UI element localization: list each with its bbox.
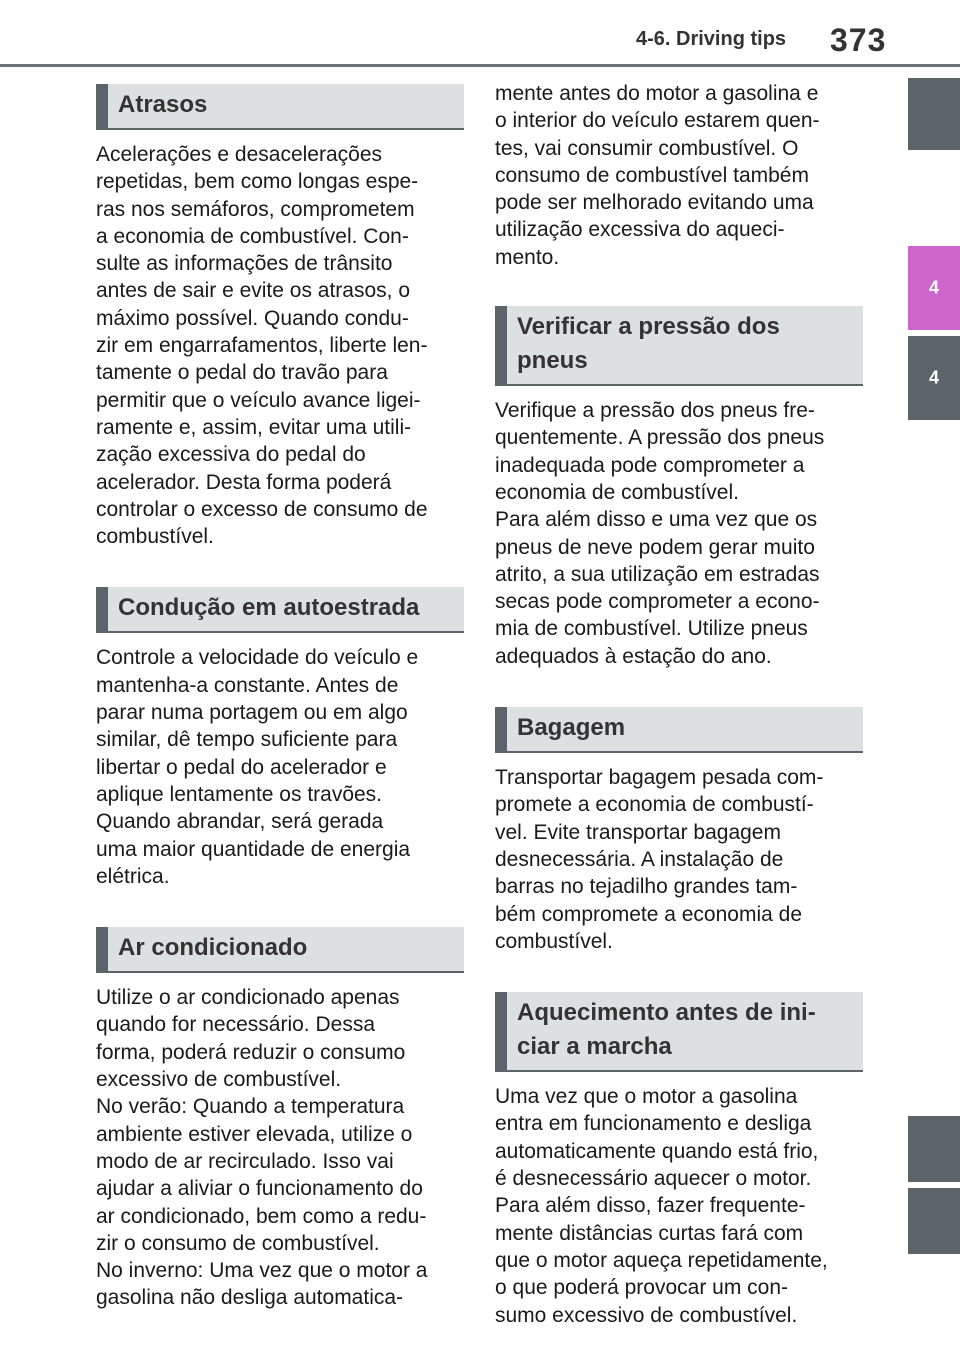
text-line: elétrica. bbox=[96, 864, 170, 888]
text-line: tes, vai consumir combustível. O bbox=[495, 136, 799, 160]
right-column bbox=[495, 80, 863, 1329]
text-line: Utilize o ar condicionado apenas bbox=[96, 986, 400, 1010]
section-paragraph bbox=[495, 1083, 863, 1329]
header-section-title: 4-6. Driving tips bbox=[636, 28, 787, 50]
text-line: parar numa portagem ou em algo bbox=[96, 701, 408, 725]
text-line: consumo de combustível também bbox=[495, 163, 809, 187]
page-number: 373 bbox=[830, 22, 887, 58]
text-line: utilização excessiva do aqueci- bbox=[495, 218, 785, 242]
text-line: antes de sair e evite os atrasos, o bbox=[96, 279, 411, 303]
text-line: modo de ar recirculado. Isso vai bbox=[96, 1149, 394, 1173]
text-line: economia de combustível. bbox=[495, 480, 739, 504]
text-line: mia de combustível. Utilize pneus bbox=[495, 617, 808, 641]
text-line: adequados à estação do ano. bbox=[495, 644, 772, 668]
text-line: tamente o pedal do travão para bbox=[96, 361, 388, 385]
section-heading: Ar condicionado bbox=[96, 927, 464, 973]
text-line: pode ser melhorado evitando uma bbox=[495, 191, 814, 215]
text-line: ras nos semáforos, comprometem bbox=[96, 197, 415, 221]
text-line: desnecessária. A instalação de bbox=[495, 847, 784, 871]
text-line: gasolina não desliga automatica- bbox=[96, 1286, 404, 1310]
text-line: máximo possível. Quando condu- bbox=[96, 306, 409, 330]
text-line: inadequada pode comprometer a bbox=[495, 453, 805, 477]
text-line: repetidas, bem como longas espe- bbox=[96, 170, 419, 194]
text-line: sulte as informações de trânsito bbox=[96, 252, 393, 276]
chapter-tab-label: 4 bbox=[928, 367, 939, 388]
text-line: Uma vez que o motor a gasolina bbox=[495, 1085, 798, 1109]
text-line: ar condicionado, bem como a redu- bbox=[96, 1204, 427, 1228]
text-line: zir o consumo de combustível. bbox=[96, 1231, 380, 1255]
text-line: libertar o pedal do acelerador e bbox=[96, 755, 387, 779]
text-line: bém compromete a economia de bbox=[495, 902, 802, 926]
section-heading bbox=[495, 306, 863, 386]
text-line: ramente e, assim, evitar uma utili- bbox=[96, 415, 412, 439]
text-line: automaticamente quando está frio, bbox=[495, 1139, 819, 1163]
text-line: entra em funcionamento e desliga bbox=[495, 1112, 812, 1136]
chapter-tab-4[interactable] bbox=[908, 1188, 960, 1254]
text-line: promete a economia de combustí- bbox=[495, 793, 814, 817]
text-line: No inverno: Uma vez que o motor a bbox=[96, 1259, 428, 1283]
text-line: pneus bbox=[517, 347, 588, 375]
text-line: Transportar bagagem pesada com- bbox=[495, 766, 824, 790]
text-line: sumo excessivo de combustível. bbox=[495, 1303, 798, 1327]
text-line: similar, dê tempo suficiente para bbox=[96, 728, 398, 752]
text-line: quentemente. A pressão dos pneus bbox=[495, 426, 825, 450]
text-line: mantenha-a constante. Antes de bbox=[96, 673, 399, 697]
text-line: barras no tejadilho grandes tam- bbox=[495, 875, 798, 899]
text-line: mente distâncias curtas fará com bbox=[495, 1221, 804, 1245]
section-heading: Atrasos bbox=[96, 84, 464, 130]
text-line: controlar o excesso de consumo de bbox=[96, 497, 428, 521]
text-line: combustível. bbox=[96, 525, 214, 549]
section-paragraph bbox=[495, 397, 863, 670]
text-line: Para além disso, fazer frequente- bbox=[495, 1194, 806, 1218]
text-line: que o motor aqueça repetidamente, bbox=[495, 1248, 828, 1272]
section-paragraph bbox=[495, 764, 863, 955]
text-line: é desnecessário aquecer o motor. bbox=[495, 1167, 812, 1191]
section-heading: Bagagem bbox=[495, 707, 863, 753]
section-paragraph bbox=[495, 80, 863, 271]
chapter-tab-2[interactable] bbox=[908, 336, 960, 420]
text-line: o interior do veículo estarem quen- bbox=[495, 109, 820, 133]
text-line: Quando abrandar, será gerada bbox=[96, 810, 384, 834]
text-line: vel. Evite transportar bagagem bbox=[495, 820, 781, 844]
text-line: Para além disso e uma vez que os bbox=[495, 508, 818, 532]
header-divider bbox=[0, 64, 960, 67]
text-line: Acelerações e desacelerações bbox=[96, 143, 383, 166]
text-line: No verão: Quando a temperatura bbox=[96, 1095, 405, 1119]
text-line: ciar a marcha bbox=[517, 1033, 672, 1061]
section-paragraph bbox=[96, 141, 464, 550]
left-column bbox=[96, 84, 464, 1312]
text-line: o que poderá provocar um con- bbox=[495, 1276, 789, 1300]
chapter-tab-3[interactable] bbox=[908, 1116, 960, 1182]
text-line: atrito, a sua utilização em estradas bbox=[495, 562, 820, 586]
text-line: ambiente estiver elevada, utilize o bbox=[96, 1122, 413, 1146]
text-line: forma, poderá reduzir o consumo bbox=[96, 1040, 406, 1064]
text-line: quando for necessário. Dessa bbox=[96, 1013, 375, 1037]
text-line: zação excessiva do pedal do bbox=[96, 443, 366, 467]
chapter-tab-current[interactable] bbox=[908, 246, 960, 330]
text-line: a economia de combustível. Con- bbox=[96, 224, 409, 248]
text-line: Verificar a pressão dos bbox=[517, 313, 780, 341]
section-heading: Condução em autoestrada bbox=[96, 587, 464, 633]
text-line: Verifique a pressão dos pneus fre- bbox=[495, 399, 815, 423]
text-line: permitir que o veículo avance ligei- bbox=[96, 388, 421, 412]
text-line: secas pode comprometer a econo- bbox=[495, 590, 820, 614]
text-line: ajudar a aliviar o funcionamento do bbox=[96, 1177, 423, 1201]
chapter-tab-1[interactable] bbox=[908, 78, 960, 150]
text-line: excessivo de combustível. bbox=[96, 1068, 342, 1092]
section-paragraph bbox=[96, 984, 464, 1312]
text-line: Controle a velocidade do veículo e bbox=[96, 646, 419, 670]
text-line: zir em engarrafamentos, liberte len- bbox=[96, 334, 428, 358]
text-line: uma maior quantidade de energia bbox=[96, 837, 411, 861]
section-heading bbox=[495, 992, 863, 1072]
text-line: mente antes do motor a gasolina e bbox=[495, 82, 819, 105]
text-line: mento. bbox=[495, 245, 560, 269]
text-line: Aquecimento antes de ini- bbox=[517, 999, 816, 1027]
text-line: pneus de neve podem gerar muito bbox=[495, 535, 815, 559]
text-line: combustível. bbox=[495, 929, 613, 953]
text-line: acelerador. Desta forma poderá bbox=[96, 470, 392, 494]
section-paragraph bbox=[96, 644, 464, 890]
text-line: aplique lentamente os travões. bbox=[96, 782, 383, 806]
chapter-tab-label: 4 bbox=[928, 277, 939, 298]
